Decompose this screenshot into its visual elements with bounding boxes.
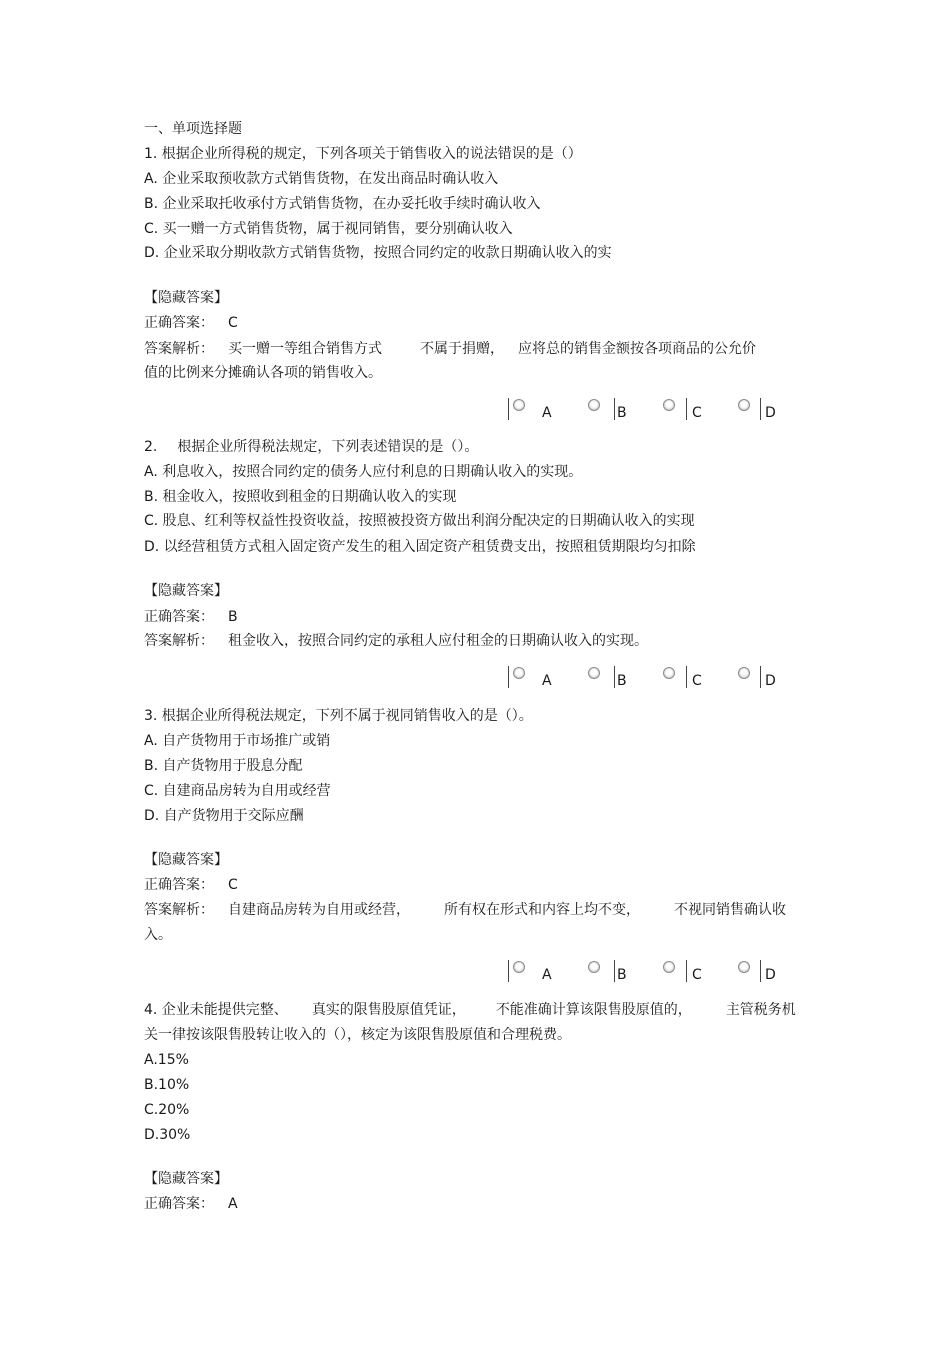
question-1-choice-c[interactable]: C [658, 396, 730, 422]
question-1-hidden-answer: 【隐藏答案】 [144, 290, 228, 306]
analysis-label: 答案解析： [144, 633, 214, 649]
question-4-option-d: D.30% [144, 1127, 191, 1143]
analysis-text-3: 应将总的销售金额按各项商品的公允价 [518, 341, 756, 357]
question-2-answer-line [144, 608, 238, 626]
analysis-text-3: 不视同销售确认收 [674, 902, 786, 918]
answer-label: 正确答案： [144, 1196, 214, 1212]
question-3-answer-line [144, 876, 238, 894]
analysis-text: 买一赠一等组合销售方式 [228, 341, 382, 357]
question-2-choice-c[interactable]: C [658, 664, 730, 690]
radio-button-icon[interactable] [663, 399, 675, 411]
question-3-analysis-line [144, 901, 786, 919]
analysis-text: 租金收入，按照合同约定的承租人应付租金的日期确认收入的实现。 [228, 633, 648, 649]
question-text-3: 不能准确计算该限售股原值的， [495, 1002, 692, 1018]
question-3-option-c: C. 自建商品房转为自用或经营 [144, 783, 331, 799]
question-2-choice-b[interactable]: B [583, 664, 655, 690]
question-1-option-a: A. 企业采取预收款方式销售货物，在发出商品时确认收入 [144, 171, 499, 187]
question-3-option-b: B. 自产货物用于股息分配 [144, 758, 303, 774]
question-2-option-d: D. 以经营租赁方式租入固定资产发生的租入固定资产租赁费支出，按照租赁期限均匀扣除 [144, 539, 696, 555]
answer-value: C [228, 315, 238, 331]
section-title: 一、单项选择题 [144, 121, 242, 137]
answer-label: 正确答案： [144, 609, 214, 625]
question-2-option-a: A. 利息收入，按照合同约定的债务人应付利息的日期确认收入的实现。 [144, 464, 583, 480]
question-2-choice-a[interactable]: A [508, 664, 580, 690]
question-1-option-b: B. 企业采取托收承付方式销售货物，在办妥托收手续时确认收入 [144, 196, 541, 212]
question-1-choice-group [508, 396, 798, 422]
analysis-text-2: 所有权在形式和内容上均不变， [444, 902, 640, 918]
radio-button-icon[interactable] [513, 961, 525, 973]
radio-button-icon[interactable] [588, 399, 600, 411]
radio-button-icon[interactable] [663, 667, 675, 679]
question-4-stem [144, 1001, 796, 1019]
question-number: 2. [144, 439, 158, 455]
radio-button-icon[interactable] [663, 961, 675, 973]
question-1-option-d: D. 企业采取分期收款方式销售货物，按照合同约定的收款日期确认收入的实 [144, 245, 612, 261]
radio-button-icon[interactable] [738, 961, 750, 973]
answer-value: A [228, 1196, 238, 1212]
question-3-choice-d[interactable]: D [733, 958, 805, 984]
question-text-2: 真实的限售股原值凭证， [311, 1002, 466, 1018]
question-1-choice-b[interactable]: B [583, 396, 655, 422]
question-1-answer-line [144, 314, 238, 332]
question-2-hidden-answer: 【隐藏答案】 [144, 583, 228, 599]
question-2-option-b: B. 租金收入，按照收到租金的日期确认收入的实现 [144, 489, 457, 505]
question-2-choice-group [508, 664, 798, 690]
question-4-answer-line [144, 1195, 238, 1213]
question-4-option-a: A.15% [144, 1052, 189, 1068]
analysis-label: 答案解析： [144, 341, 214, 357]
question-3-stem: 3. 根据企业所得税法规定，下列不属于视同销售收入的是（）。 [144, 708, 533, 724]
question-3-hidden-answer: 【隐藏答案】 [144, 852, 228, 868]
answer-value: C [228, 877, 238, 893]
analysis-text: 自建商品房转为自用或经营， [228, 902, 410, 918]
radio-button-icon[interactable] [588, 961, 600, 973]
question-4-hidden-answer: 【隐藏答案】 [144, 1171, 228, 1187]
question-3-option-d: D. 自产货物用于交际应酬 [144, 808, 304, 824]
question-2-choice-d[interactable]: D [733, 664, 805, 690]
question-1-choice-d[interactable]: D [733, 396, 805, 422]
answer-label: 正确答案： [144, 315, 214, 331]
question-2-analysis-line [144, 632, 648, 650]
analysis-label: 答案解析： [144, 902, 214, 918]
radio-button-icon[interactable] [738, 399, 750, 411]
question-4-option-c: C.20% [144, 1102, 190, 1118]
question-3-choice-group [508, 958, 798, 984]
question-text: 根据企业所得税法规定，下列表述错误的是（）。 [177, 439, 479, 455]
answer-value: B [228, 609, 238, 625]
question-1-stem: 1. 根据企业所得税的规定，下列各项关于销售收入的说法错误的是（） [144, 146, 582, 162]
analysis-text-2: 不属于捐赠， [420, 341, 504, 357]
question-3-choice-c[interactable]: C [658, 958, 730, 984]
question-text: 4. 企业未能提供完整、 [144, 1002, 288, 1018]
question-1-choice-a[interactable]: A [508, 396, 580, 422]
question-4-stem-line-2: 关一律按该限售股转让收入的（），核定为该限售股原值和合理税费。 [144, 1027, 571, 1043]
radio-button-icon[interactable] [513, 399, 525, 411]
question-1-analysis-line [144, 340, 756, 358]
question-4-option-b: B.10% [144, 1077, 190, 1093]
question-3-analysis-line-2: 入。 [144, 927, 172, 943]
question-2-stem [144, 438, 478, 456]
question-text-4: 主管税务机 [725, 1002, 796, 1018]
radio-button-icon[interactable] [513, 667, 525, 679]
question-1-option-c: C. 买一赠一方式销售货物，属于视同销售，要分别确认收入 [144, 221, 513, 237]
question-2-option-c: C. 股息、红利等权益性投资收益，按照被投资方做出利润分配决定的日期确认收入的实现 [144, 513, 695, 529]
answer-label: 正确答案： [144, 877, 214, 893]
radio-button-icon[interactable] [588, 667, 600, 679]
question-3-option-a: A. 自产货物用于市场推广或销 [144, 733, 331, 749]
question-1-analysis-line-2: 值的比例来分摊确认各项的销售收入。 [144, 365, 382, 381]
question-3-choice-b[interactable]: B [583, 958, 655, 984]
question-3-choice-a[interactable]: A [508, 958, 580, 984]
radio-button-icon[interactable] [738, 667, 750, 679]
